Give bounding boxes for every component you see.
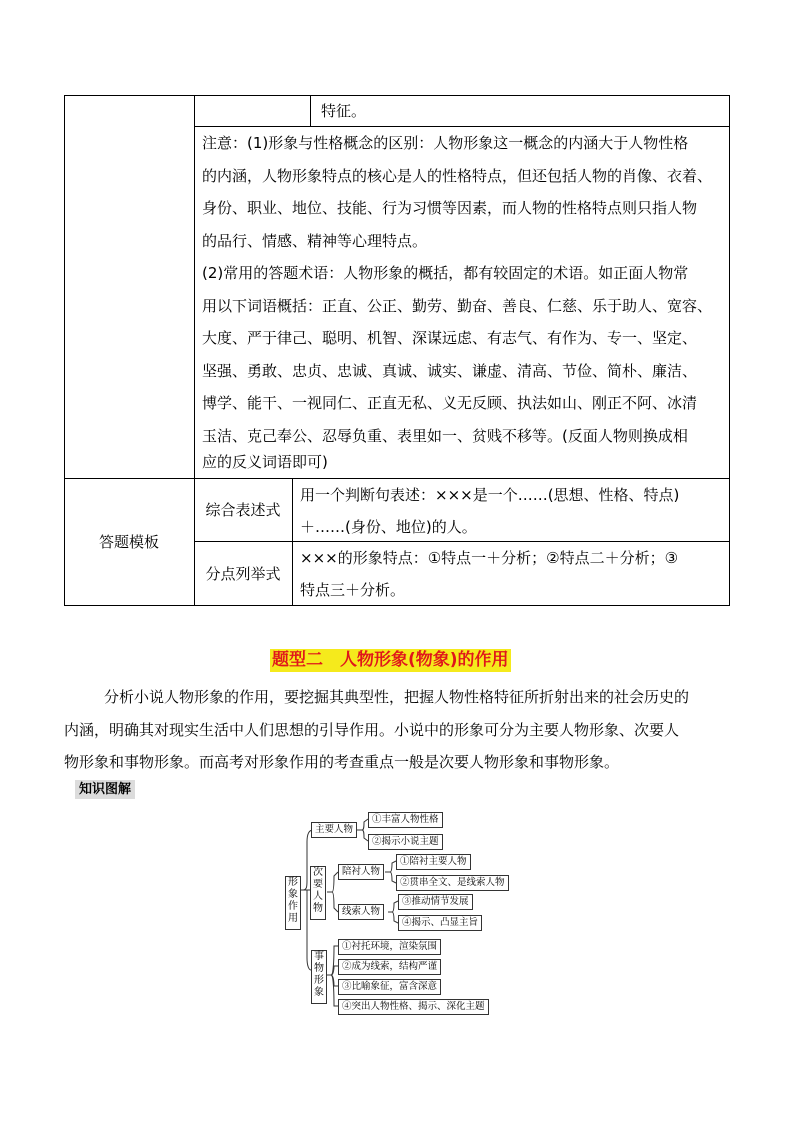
note-line: 注意：(1)形象与性格概念的区别：人物形象这一概念的内涵大于人物性格	[202, 134, 689, 152]
clue-item-box: ④揭示、凸显主旨	[398, 915, 482, 931]
note-line: 身份、职业、地位、技能、行为习惯等因素，而人物的性格特点则只指人物	[202, 199, 698, 217]
connector	[388, 901, 398, 912]
row2-line: ×××的形象特点：①特点一＋分析；②特点二＋分析；③	[300, 549, 679, 567]
object-item-box: ①衬托环境，渲染氛围	[338, 939, 441, 955]
object-item-box: ②成为线索，结构严谨	[338, 959, 441, 975]
connector	[327, 872, 338, 892]
connector	[331, 975, 338, 1006]
top-row-text: 特征。	[321, 102, 367, 120]
secondary-character-box	[310, 866, 326, 920]
row1-line: ＋……(身份、地位)的人。	[300, 518, 477, 536]
note-line: 应的反义词语即可)	[202, 453, 328, 471]
note-line: 用以下词语概括：正直、公正、勤劳、勤奋、善良、仁慈、乐于助人、宽容、	[202, 296, 713, 315]
foil-item-box: ①陪衬主要人物	[396, 854, 471, 870]
row2-label: 分点列举式	[205, 565, 281, 583]
note-line: 玉洁、克己奉公、忍辱负重、表里如一、贫贱不移等。(反面人物则换成相	[202, 426, 688, 445]
paragraph-line: 内涵，明确其对现实生活中人们思想的引导作用。小说中的形象可分为主要人物形象、次要人	[64, 721, 680, 739]
paragraph-line: 物形象和事物形象。而高考对形象作用的考查重点一般是次要人物形象和事物形象。	[64, 753, 620, 771]
note-line: 的品行、情感、精神等心理特点。	[202, 231, 428, 250]
secondary-character-text: 次要人物	[313, 867, 323, 914]
main-item-box: ①丰富人物性格	[368, 812, 443, 828]
foil-character-box: 陪衬人物	[338, 864, 384, 880]
row1-label: 综合表述式	[205, 501, 281, 519]
connector	[327, 946, 338, 975]
knowledge-label: 知识图解	[75, 780, 135, 799]
object-image-box	[311, 950, 327, 1004]
note-line: 坚强、勇敢、忠贞、忠诚、真诚、诚实、谦虚、清高、节俭、简朴、廉洁、	[202, 361, 698, 380]
note-line: 大度、严于律己、聪明、机智、深谋远虑、有志气、有作为、专一、坚定、	[202, 329, 698, 347]
foil-item-box: ②贯串全文、是线索人物	[396, 875, 509, 891]
section-heading: 题型二 人物形象(物象)的作用	[272, 650, 509, 670]
object-item-box: ③比喻象征，富含深意	[338, 979, 441, 995]
object-image-text: 事物形象	[314, 951, 324, 998]
connector	[356, 819, 368, 830]
main-character-box: 主要人物	[311, 822, 357, 838]
diagram-root-text: 形象作用	[288, 877, 298, 924]
diagram-root	[285, 876, 301, 930]
row1-line: 用一个判断句表述：×××是一个……(思想、性格、特点)	[300, 486, 680, 504]
connector	[385, 861, 396, 872]
note-line: 博学、能干、一视同仁、正直无私、义无反顾、执法如山、刚正不阿、冰清	[202, 394, 698, 412]
clue-character-box: 线索人物	[338, 904, 384, 920]
clue-item-box: ③推动情节发展	[398, 894, 473, 910]
template-label: 答题模板	[98, 533, 159, 551]
paragraph-line: 分析小说人物形象的作用，要挖掘其典型性，把握人物性格特征所折射出来的社会历史的	[104, 688, 690, 706]
object-item-box: ④突出人物性格、揭示、深化主题	[338, 999, 489, 1015]
row2-line: 特点三＋分析。	[300, 581, 406, 599]
note-line: (2)常用的答题术语：人物形象的概括，都有较固定的术语。如正面人物常	[202, 264, 689, 282]
main-item-box: ②揭示小说主题	[368, 834, 443, 850]
note-line: 的内涵，人物形象特点的核心是人的性格特点，但还包括人物的肖像、衣着、	[202, 166, 713, 185]
